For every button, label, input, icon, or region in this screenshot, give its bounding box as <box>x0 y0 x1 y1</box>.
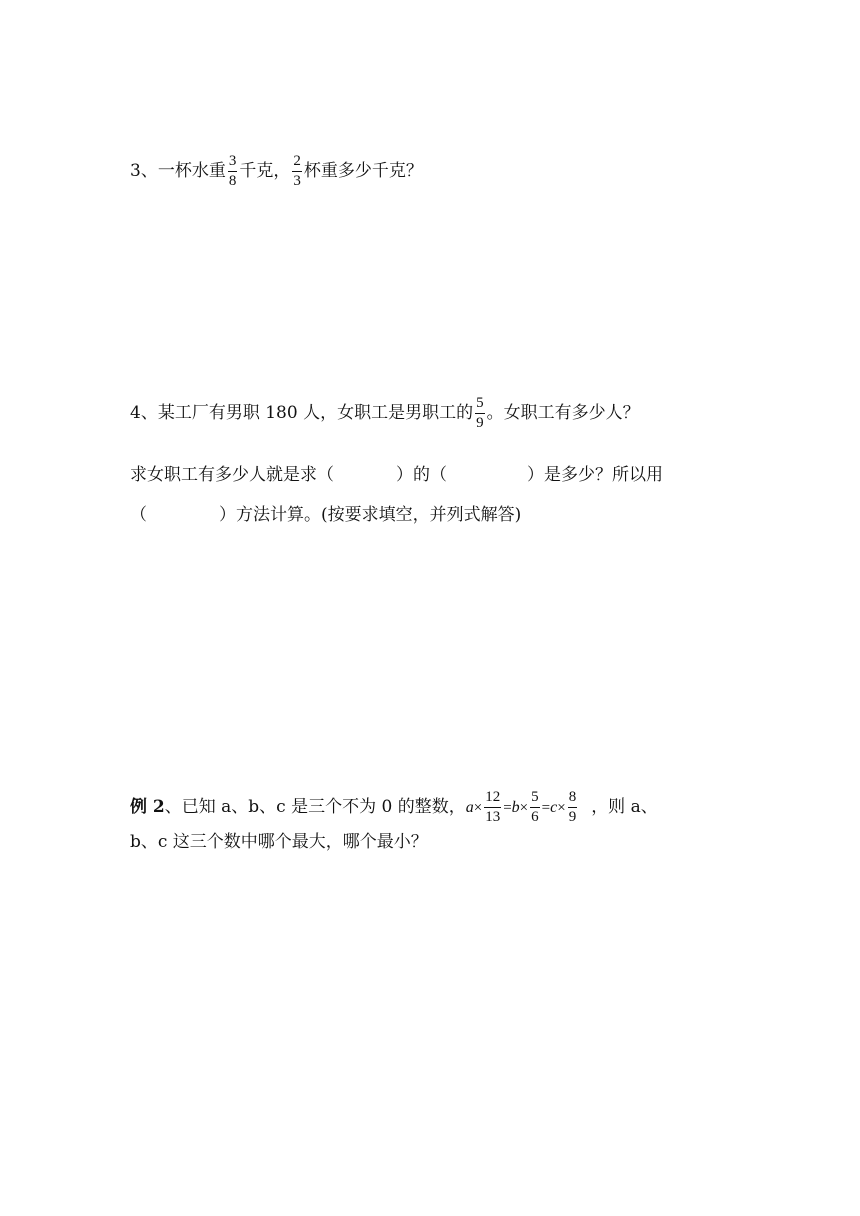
example-label: 例 2 <box>130 797 165 817</box>
variable-a: a <box>465 799 474 816</box>
question-text: 某工厂有男职 180 人，女职工是男职工的 <box>157 403 474 423</box>
question-number: 4、 <box>130 403 158 423</box>
variable-b: b <box>511 799 520 816</box>
fill-in-line-2: （ ）方法计算。(按要求填空，并列式解答) <box>130 505 522 525</box>
example-text: 、已知 a、b、c 是三个不为 0 的整数， <box>164 797 466 817</box>
variable-c: c <box>550 799 558 816</box>
question-number: 3、 <box>130 161 158 181</box>
fraction: $\frac{5}{9}$ <box>476 395 484 431</box>
fill-in-line-1: 求女职工有多少人就是求（ ）的（ ）是多少？所以用 <box>130 465 663 485</box>
fraction: $\frac{8}{9}$ <box>568 789 577 825</box>
question-text: 。女职工有多少人？ <box>486 403 640 423</box>
fraction: $\frac{12}{13}$ <box>485 789 501 825</box>
example-2: 例 2、已知 a、b、c 是三个不为 0 的整数，a× $\frac{12}{13}$ =b× $\frac{5}{6}$ =c× $\frac{8}{9}$ ，则 a、 <box>130 789 658 825</box>
example-text: ，则 a、 <box>591 797 658 817</box>
question-4 <box>130 396 640 431</box>
fraction: $\frac{2}{3}$ <box>293 153 301 189</box>
question-3 <box>130 154 423 189</box>
example-2-line-2: b、c 这三个数中哪个最大，哪个最小？ <box>130 832 428 852</box>
question-text: 千克， <box>239 161 291 181</box>
question-text: 杯重多少千克？ <box>303 161 423 181</box>
question-text: 一杯水重 <box>157 161 226 181</box>
fraction: $\frac{3}{8}$ <box>228 153 237 189</box>
fraction: $\frac{5}{6}$ <box>531 789 539 825</box>
